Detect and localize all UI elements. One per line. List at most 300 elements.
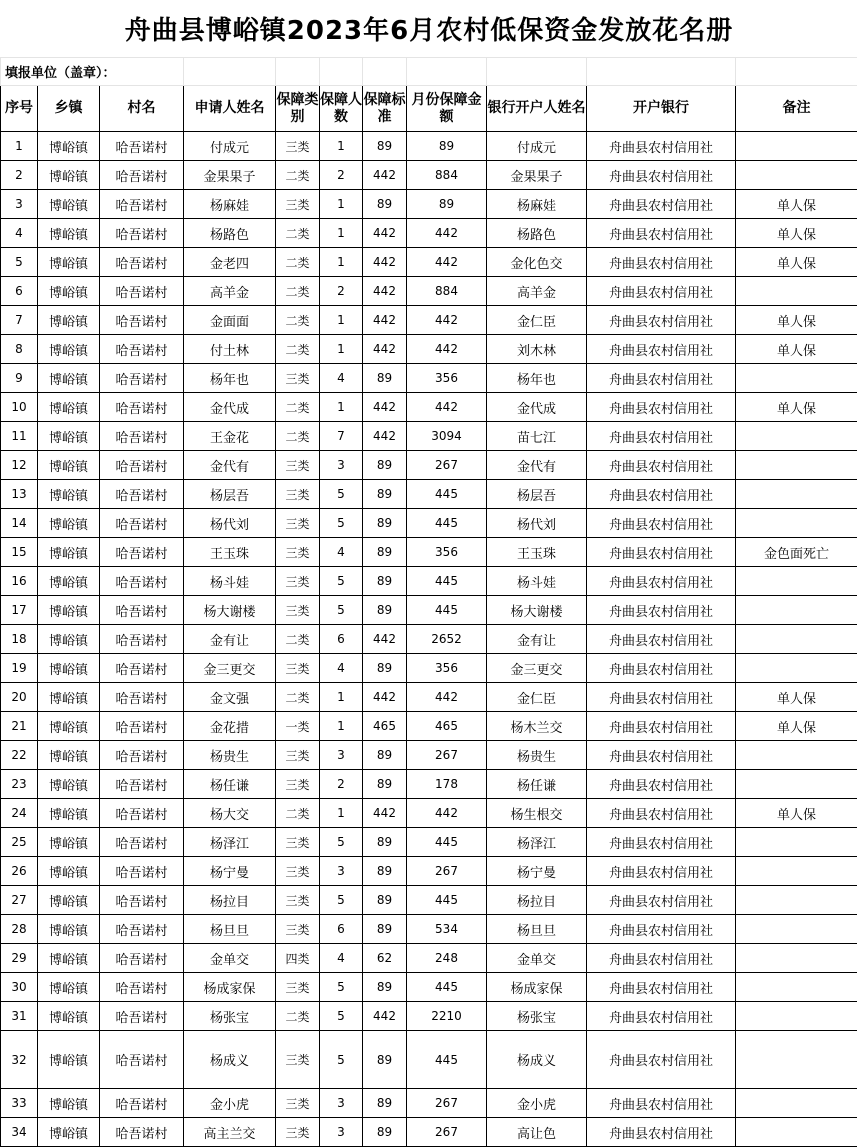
cell-standard[interactable]: 465 [363,712,407,741]
cell-applicant[interactable]: 杨宁曼 [184,857,276,886]
cell-village[interactable]: 哈吾诺村 [100,1002,184,1031]
cell-persons[interactable]: 5 [320,973,363,1002]
cell-serial[interactable]: 10 [1,393,38,422]
cell-bank[interactable]: 舟曲县农村信用社 [587,1089,736,1118]
cell-standard[interactable]: 442 [363,799,407,828]
cell-account-holder[interactable]: 杨张宝 [487,1002,587,1031]
cell-remarks[interactable]: 金色面死亡 [736,538,857,567]
cell-monthly-amount[interactable]: 445 [407,509,487,538]
cell-monthly-amount[interactable]: 884 [407,277,487,306]
cell-serial[interactable]: 30 [1,973,38,1002]
cell-applicant[interactable]: 金果果子 [184,161,276,190]
cell-category[interactable]: 三类 [276,132,320,161]
cell-category[interactable]: 二类 [276,799,320,828]
cell-serial[interactable]: 3 [1,190,38,219]
cell-category[interactable]: 三类 [276,509,320,538]
cell-applicant[interactable]: 杨大交 [184,799,276,828]
cell-monthly-amount[interactable]: 178 [407,770,487,799]
cell-serial[interactable]: 1 [1,132,38,161]
cell-category[interactable]: 二类 [276,1002,320,1031]
cell-category[interactable]: 二类 [276,335,320,364]
cell-monthly-amount[interactable]: 89 [407,190,487,219]
cell-village[interactable]: 哈吾诺村 [100,190,184,219]
cell-serial[interactable]: 27 [1,886,38,915]
cell-township[interactable]: 博峪镇 [38,1002,100,1031]
cell-applicant[interactable]: 杨成义 [184,1031,276,1089]
cell-serial[interactable]: 25 [1,828,38,857]
cell-township[interactable]: 博峪镇 [38,567,100,596]
cell-account-holder[interactable]: 王玉珠 [487,538,587,567]
cell-persons[interactable]: 5 [320,596,363,625]
cell-standard[interactable]: 442 [363,248,407,277]
cell-remarks[interactable] [736,654,857,683]
cell-village[interactable]: 哈吾诺村 [100,538,184,567]
cell-persons[interactable]: 5 [320,886,363,915]
cell-monthly-amount[interactable]: 3094 [407,422,487,451]
cell-persons[interactable]: 2 [320,277,363,306]
cell-standard[interactable]: 89 [363,1031,407,1089]
cell-bank[interactable]: 舟曲县农村信用社 [587,132,736,161]
cell-applicant[interactable]: 杨斗娃 [184,567,276,596]
cell-monthly-amount[interactable]: 356 [407,538,487,567]
cell-account-holder[interactable]: 金单交 [487,944,587,973]
cell-township[interactable]: 博峪镇 [38,886,100,915]
cell-serial[interactable]: 20 [1,683,38,712]
cell-account-holder[interactable]: 杨成家保 [487,973,587,1002]
cell-account-holder[interactable]: 杨层吾 [487,480,587,509]
cell-applicant[interactable]: 金三更交 [184,654,276,683]
cell-standard[interactable]: 89 [363,770,407,799]
cell-account-holder[interactable]: 金果果子 [487,161,587,190]
cell-monthly-amount[interactable]: 445 [407,886,487,915]
cell-account-holder[interactable]: 杨麻娃 [487,190,587,219]
cell-bank[interactable]: 舟曲县农村信用社 [587,1002,736,1031]
cell-persons[interactable]: 5 [320,509,363,538]
cell-bank[interactable]: 舟曲县农村信用社 [587,596,736,625]
cell-monthly-amount[interactable]: 465 [407,712,487,741]
cell-applicant[interactable]: 杨麻娃 [184,190,276,219]
cell-village[interactable]: 哈吾诺村 [100,886,184,915]
cell-category[interactable]: 二类 [276,248,320,277]
cell-village[interactable]: 哈吾诺村 [100,451,184,480]
cell-category[interactable]: 三类 [276,1031,320,1089]
cell-category[interactable]: 三类 [276,915,320,944]
cell-village[interactable]: 哈吾诺村 [100,335,184,364]
cell-monthly-amount[interactable]: 2210 [407,1002,487,1031]
cell-category[interactable]: 三类 [276,886,320,915]
cell-monthly-amount[interactable]: 442 [407,683,487,712]
cell-village[interactable]: 哈吾诺村 [100,683,184,712]
cell-persons[interactable]: 1 [320,132,363,161]
cell-monthly-amount[interactable]: 356 [407,364,487,393]
cell-serial[interactable]: 16 [1,567,38,596]
cell-serial[interactable]: 26 [1,857,38,886]
cell-monthly-amount[interactable]: 267 [407,857,487,886]
cell-persons[interactable]: 1 [320,393,363,422]
cell-remarks[interactable] [736,567,857,596]
cell-standard[interactable]: 62 [363,944,407,973]
cell-township[interactable]: 博峪镇 [38,364,100,393]
cell-applicant[interactable]: 杨泽江 [184,828,276,857]
cell-remarks[interactable] [736,1118,857,1147]
cell-township[interactable]: 博峪镇 [38,1118,100,1147]
cell-persons[interactable]: 6 [320,625,363,654]
cell-persons[interactable]: 3 [320,1089,363,1118]
cell-persons[interactable]: 3 [320,1118,363,1147]
cell-bank[interactable]: 舟曲县农村信用社 [587,770,736,799]
cell-applicant[interactable]: 金小虎 [184,1089,276,1118]
cell-remarks[interactable]: 单人保 [736,306,857,335]
cell-serial[interactable]: 28 [1,915,38,944]
cell-remarks[interactable]: 单人保 [736,335,857,364]
cell-village[interactable]: 哈吾诺村 [100,596,184,625]
cell-standard[interactable]: 89 [363,451,407,480]
cell-serial[interactable]: 7 [1,306,38,335]
cell-serial[interactable]: 22 [1,741,38,770]
cell-remarks[interactable] [736,596,857,625]
cell-category[interactable]: 二类 [276,161,320,190]
cell-standard[interactable]: 89 [363,132,407,161]
cell-township[interactable]: 博峪镇 [38,683,100,712]
cell-account-holder[interactable]: 杨大谢楼 [487,596,587,625]
cell-serial[interactable]: 13 [1,480,38,509]
cell-township[interactable]: 博峪镇 [38,799,100,828]
cell-bank[interactable]: 舟曲县农村信用社 [587,886,736,915]
cell-category[interactable]: 三类 [276,1118,320,1147]
cell-serial[interactable]: 4 [1,219,38,248]
cell-serial[interactable]: 31 [1,1002,38,1031]
cell-account-holder[interactable]: 杨泽江 [487,828,587,857]
cell-serial[interactable]: 21 [1,712,38,741]
cell-account-holder[interactable]: 杨拉目 [487,886,587,915]
cell-monthly-amount[interactable]: 445 [407,567,487,596]
cell-remarks[interactable] [736,1002,857,1031]
cell-serial[interactable]: 18 [1,625,38,654]
cell-persons[interactable]: 4 [320,538,363,567]
cell-monthly-amount[interactable]: 89 [407,132,487,161]
cell-persons[interactable]: 3 [320,857,363,886]
cell-applicant[interactable]: 杨大谢楼 [184,596,276,625]
cell-township[interactable]: 博峪镇 [38,596,100,625]
cell-standard[interactable]: 89 [363,538,407,567]
cell-applicant[interactable]: 杨拉目 [184,886,276,915]
cell-standard[interactable]: 89 [363,886,407,915]
cell-remarks[interactable] [736,422,857,451]
cell-remarks[interactable] [736,132,857,161]
cell-persons[interactable]: 3 [320,741,363,770]
cell-serial[interactable]: 12 [1,451,38,480]
cell-bank[interactable]: 舟曲县农村信用社 [587,567,736,596]
blank-cell[interactable] [276,58,320,86]
cell-village[interactable]: 哈吾诺村 [100,1089,184,1118]
cell-village[interactable]: 哈吾诺村 [100,857,184,886]
cell-remarks[interactable]: 单人保 [736,799,857,828]
cell-remarks[interactable]: 单人保 [736,683,857,712]
cell-standard[interactable]: 89 [363,190,407,219]
cell-bank[interactable]: 舟曲县农村信用社 [587,799,736,828]
cell-monthly-amount[interactable]: 442 [407,335,487,364]
cell-village[interactable]: 哈吾诺村 [100,712,184,741]
cell-standard[interactable]: 89 [363,509,407,538]
cell-category[interactable]: 二类 [276,306,320,335]
cell-monthly-amount[interactable]: 445 [407,1031,487,1089]
cell-township[interactable]: 博峪镇 [38,306,100,335]
cell-remarks[interactable] [736,886,857,915]
cell-standard[interactable]: 89 [363,364,407,393]
cell-remarks[interactable] [736,915,857,944]
cell-category[interactable]: 二类 [276,422,320,451]
cell-account-holder[interactable]: 付成元 [487,132,587,161]
cell-category[interactable]: 三类 [276,973,320,1002]
cell-serial[interactable]: 24 [1,799,38,828]
cell-persons[interactable]: 1 [320,306,363,335]
cell-monthly-amount[interactable]: 248 [407,944,487,973]
blank-cell[interactable] [487,58,587,86]
cell-serial[interactable]: 23 [1,770,38,799]
cell-serial[interactable]: 32 [1,1031,38,1089]
cell-account-holder[interactable]: 金有让 [487,625,587,654]
cell-township[interactable]: 博峪镇 [38,741,100,770]
cell-remarks[interactable] [736,1031,857,1089]
cell-township[interactable]: 博峪镇 [38,538,100,567]
cell-applicant[interactable]: 金代有 [184,451,276,480]
cell-applicant[interactable]: 金花措 [184,712,276,741]
cell-applicant[interactable]: 高羊金 [184,277,276,306]
cell-remarks[interactable] [736,451,857,480]
cell-standard[interactable]: 89 [363,973,407,1002]
cell-applicant[interactable]: 杨旦旦 [184,915,276,944]
cell-standard[interactable]: 89 [363,915,407,944]
cell-monthly-amount[interactable]: 267 [407,741,487,770]
cell-persons[interactable]: 4 [320,364,363,393]
cell-monthly-amount[interactable]: 267 [407,451,487,480]
cell-bank[interactable]: 舟曲县农村信用社 [587,422,736,451]
cell-township[interactable]: 博峪镇 [38,944,100,973]
cell-remarks[interactable] [736,277,857,306]
cell-serial[interactable]: 34 [1,1118,38,1147]
cell-applicant[interactable]: 金文强 [184,683,276,712]
cell-category[interactable]: 二类 [276,625,320,654]
cell-bank[interactable]: 舟曲县农村信用社 [587,364,736,393]
cell-village[interactable]: 哈吾诺村 [100,509,184,538]
cell-persons[interactable]: 1 [320,219,363,248]
cell-persons[interactable]: 5 [320,1031,363,1089]
cell-account-holder[interactable]: 杨代刘 [487,509,587,538]
cell-account-holder[interactable]: 苗七江 [487,422,587,451]
cell-category[interactable]: 三类 [276,770,320,799]
cell-bank[interactable]: 舟曲县农村信用社 [587,480,736,509]
cell-serial[interactable]: 15 [1,538,38,567]
cell-account-holder[interactable]: 杨木兰交 [487,712,587,741]
cell-township[interactable]: 博峪镇 [38,770,100,799]
cell-village[interactable]: 哈吾诺村 [100,1031,184,1089]
cell-applicant[interactable]: 杨任谦 [184,770,276,799]
cell-township[interactable]: 博峪镇 [38,509,100,538]
cell-applicant[interactable]: 王玉珠 [184,538,276,567]
cell-standard[interactable]: 442 [363,683,407,712]
cell-bank[interactable]: 舟曲县农村信用社 [587,393,736,422]
cell-bank[interactable]: 舟曲县农村信用社 [587,451,736,480]
cell-applicant[interactable]: 王金花 [184,422,276,451]
cell-bank[interactable]: 舟曲县农村信用社 [587,712,736,741]
cell-category[interactable]: 三类 [276,857,320,886]
cell-township[interactable]: 博峪镇 [38,712,100,741]
cell-remarks[interactable] [736,625,857,654]
cell-township[interactable]: 博峪镇 [38,393,100,422]
cell-standard[interactable]: 442 [363,161,407,190]
cell-standard[interactable]: 89 [363,567,407,596]
cell-standard[interactable]: 89 [363,1118,407,1147]
cell-village[interactable]: 哈吾诺村 [100,973,184,1002]
cell-persons[interactable]: 1 [320,335,363,364]
cell-township[interactable]: 博峪镇 [38,828,100,857]
cell-persons[interactable]: 4 [320,654,363,683]
cell-bank[interactable]: 舟曲县农村信用社 [587,1031,736,1089]
cell-serial[interactable]: 8 [1,335,38,364]
cell-standard[interactable]: 442 [363,422,407,451]
cell-category[interactable]: 三类 [276,538,320,567]
cell-standard[interactable]: 89 [363,654,407,683]
cell-village[interactable]: 哈吾诺村 [100,480,184,509]
cell-township[interactable]: 博峪镇 [38,219,100,248]
cell-serial[interactable]: 17 [1,596,38,625]
cell-township[interactable]: 博峪镇 [38,277,100,306]
cell-category[interactable]: 三类 [276,190,320,219]
cell-applicant[interactable]: 高主兰交 [184,1118,276,1147]
cell-monthly-amount[interactable]: 442 [407,219,487,248]
cell-bank[interactable]: 舟曲县农村信用社 [587,248,736,277]
cell-township[interactable]: 博峪镇 [38,161,100,190]
cell-category[interactable]: 二类 [276,683,320,712]
cell-village[interactable]: 哈吾诺村 [100,741,184,770]
cell-applicant[interactable]: 杨层吾 [184,480,276,509]
cell-serial[interactable]: 29 [1,944,38,973]
cell-category[interactable]: 三类 [276,1089,320,1118]
cell-persons[interactable]: 4 [320,944,363,973]
cell-standard[interactable]: 442 [363,393,407,422]
cell-standard[interactable]: 89 [363,1089,407,1118]
cell-remarks[interactable] [736,944,857,973]
cell-village[interactable]: 哈吾诺村 [100,306,184,335]
blank-cell[interactable] [363,58,407,86]
cell-bank[interactable]: 舟曲县农村信用社 [587,538,736,567]
cell-village[interactable]: 哈吾诺村 [100,654,184,683]
cell-remarks[interactable]: 单人保 [736,248,857,277]
cell-category[interactable]: 三类 [276,451,320,480]
cell-bank[interactable]: 舟曲县农村信用社 [587,683,736,712]
cell-township[interactable]: 博峪镇 [38,973,100,1002]
cell-remarks[interactable] [736,741,857,770]
cell-category[interactable]: 三类 [276,596,320,625]
cell-standard[interactable]: 442 [363,1002,407,1031]
cell-account-holder[interactable]: 杨旦旦 [487,915,587,944]
cell-applicant[interactable]: 杨年也 [184,364,276,393]
cell-account-holder[interactable]: 金仁臣 [487,683,587,712]
cell-account-holder[interactable]: 高羊金 [487,277,587,306]
cell-township[interactable]: 博峪镇 [38,915,100,944]
cell-category[interactable]: 三类 [276,567,320,596]
cell-account-holder[interactable]: 金化色交 [487,248,587,277]
cell-persons[interactable]: 5 [320,828,363,857]
cell-bank[interactable]: 舟曲县农村信用社 [587,915,736,944]
cell-bank[interactable]: 舟曲县农村信用社 [587,1118,736,1147]
cell-applicant[interactable]: 金有让 [184,625,276,654]
cell-category[interactable]: 三类 [276,828,320,857]
cell-account-holder[interactable]: 杨斗娃 [487,567,587,596]
cell-serial[interactable]: 6 [1,277,38,306]
cell-monthly-amount[interactable]: 267 [407,1089,487,1118]
cell-village[interactable]: 哈吾诺村 [100,364,184,393]
cell-village[interactable]: 哈吾诺村 [100,132,184,161]
cell-account-holder[interactable]: 刘木林 [487,335,587,364]
cell-persons[interactable]: 5 [320,1002,363,1031]
cell-village[interactable]: 哈吾诺村 [100,248,184,277]
cell-standard[interactable]: 89 [363,741,407,770]
cell-persons[interactable]: 5 [320,567,363,596]
cell-account-holder[interactable]: 杨宁曼 [487,857,587,886]
cell-monthly-amount[interactable]: 267 [407,1118,487,1147]
cell-village[interactable]: 哈吾诺村 [100,828,184,857]
cell-standard[interactable]: 442 [363,277,407,306]
cell-township[interactable]: 博峪镇 [38,1031,100,1089]
cell-remarks[interactable] [736,770,857,799]
cell-account-holder[interactable]: 金小虎 [487,1089,587,1118]
cell-standard[interactable]: 442 [363,306,407,335]
cell-persons[interactable]: 1 [320,712,363,741]
cell-persons[interactable]: 1 [320,683,363,712]
cell-applicant[interactable]: 金面面 [184,306,276,335]
cell-serial[interactable]: 11 [1,422,38,451]
cell-category[interactable]: 四类 [276,944,320,973]
cell-bank[interactable]: 舟曲县农村信用社 [587,828,736,857]
cell-township[interactable]: 博峪镇 [38,625,100,654]
cell-township[interactable]: 博峪镇 [38,857,100,886]
cell-account-holder[interactable]: 金三更交 [487,654,587,683]
cell-category[interactable]: 三类 [276,480,320,509]
cell-monthly-amount[interactable]: 2652 [407,625,487,654]
cell-applicant[interactable]: 金老四 [184,248,276,277]
cell-bank[interactable]: 舟曲县农村信用社 [587,857,736,886]
cell-applicant[interactable]: 杨张宝 [184,1002,276,1031]
cell-remarks[interactable] [736,1089,857,1118]
cell-account-holder[interactable]: 杨生根交 [487,799,587,828]
cell-monthly-amount[interactable]: 534 [407,915,487,944]
cell-persons[interactable]: 3 [320,451,363,480]
cell-standard[interactable]: 442 [363,219,407,248]
cell-village[interactable]: 哈吾诺村 [100,625,184,654]
cell-account-holder[interactable]: 金代成 [487,393,587,422]
cell-township[interactable]: 博峪镇 [38,451,100,480]
cell-township[interactable]: 博峪镇 [38,132,100,161]
cell-monthly-amount[interactable]: 442 [407,248,487,277]
cell-township[interactable]: 博峪镇 [38,1089,100,1118]
cell-remarks[interactable]: 单人保 [736,393,857,422]
cell-remarks[interactable] [736,857,857,886]
cell-bank[interactable]: 舟曲县农村信用社 [587,277,736,306]
cell-township[interactable]: 博峪镇 [38,190,100,219]
cell-monthly-amount[interactable]: 442 [407,306,487,335]
cell-serial[interactable]: 9 [1,364,38,393]
cell-applicant[interactable]: 付土林 [184,335,276,364]
cell-monthly-amount[interactable]: 356 [407,654,487,683]
cell-category[interactable]: 三类 [276,654,320,683]
cell-applicant[interactable]: 杨成家保 [184,973,276,1002]
cell-monthly-amount[interactable]: 445 [407,596,487,625]
cell-bank[interactable]: 舟曲县农村信用社 [587,625,736,654]
cell-monthly-amount[interactable]: 445 [407,973,487,1002]
cell-remarks[interactable]: 单人保 [736,219,857,248]
cell-account-holder[interactable]: 金代有 [487,451,587,480]
